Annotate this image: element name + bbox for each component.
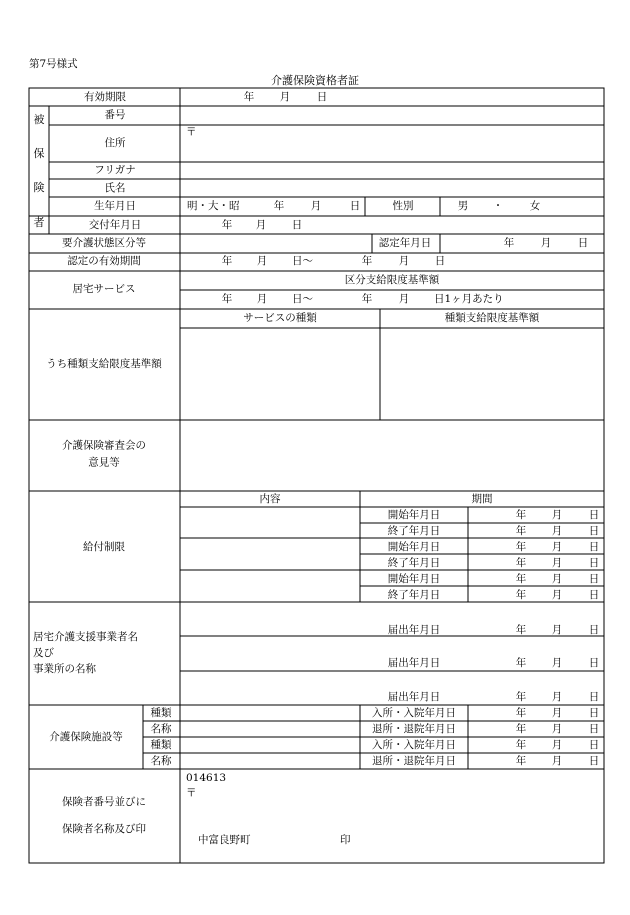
name-label: 氏名 xyxy=(104,182,126,194)
service-type-column-header: サービスの種類 xyxy=(243,312,317,324)
benefit-row-1-day-unit: 日 xyxy=(588,509,600,521)
notify-date-3-month-unit: 月 xyxy=(551,691,563,703)
benefit-row-1-label: 開始年月日 xyxy=(387,509,441,521)
certified-year-unit: 年 xyxy=(503,237,515,249)
benefit-row-1-year-unit: 年 xyxy=(515,509,527,521)
notify-date-2-label: 届出年月日 xyxy=(387,657,441,669)
form-number: 第7号様式 xyxy=(29,58,78,70)
home-end-year-unit: 年 xyxy=(361,293,373,305)
benefit-limit-label: 給付制限 xyxy=(83,541,125,553)
cert-start-month-unit: 月 xyxy=(256,255,268,267)
benefit-period-column-header: 期間 xyxy=(471,493,493,505)
facility-row-4-sub-label: 名称 xyxy=(150,755,172,767)
council-label-line1: 介護保険審査会の xyxy=(62,439,146,452)
benefit-row-6-year-unit: 年 xyxy=(515,589,527,601)
insured-side-label-3: 険 xyxy=(33,181,45,194)
insured-side-label-1: 被 xyxy=(33,113,45,126)
insurer-number: 014613 xyxy=(186,772,227,784)
benefit-row-4-year-unit: 年 xyxy=(515,557,527,569)
facility-row-3-year-unit: 年 xyxy=(515,739,527,751)
validity-year-unit: 年 xyxy=(243,91,255,103)
home-service-label: 居宅サービス xyxy=(72,283,136,295)
facility-row-2-month-unit: 月 xyxy=(551,723,563,735)
sex-male: 男 xyxy=(457,200,469,212)
facility-row-2-sub-label: 名称 xyxy=(150,723,172,735)
home-start-day-tilde: 日〜 xyxy=(292,293,313,305)
cert-end-day-unit: 日 xyxy=(434,255,446,267)
notify-date-2-month-unit: 月 xyxy=(551,657,563,669)
home-start-month-unit: 月 xyxy=(256,293,268,305)
facility-row-1-sub-label: 種類 xyxy=(150,707,172,719)
notify-date-3-year-unit: 年 xyxy=(515,691,527,703)
care-manager-label-line1: 居宅介護支援事業者名 xyxy=(33,631,138,643)
address-label: 住所 xyxy=(104,137,126,149)
issue-month-unit: 月 xyxy=(255,219,267,231)
notify-date-3-day-unit: 日 xyxy=(588,691,600,703)
notify-date-3-label: 届出年月日 xyxy=(387,691,441,703)
benefit-row-5-year-unit: 年 xyxy=(515,573,527,585)
home-end-month-unit: 月 xyxy=(398,293,410,305)
benefit-row-4-day-unit: 日 xyxy=(588,557,600,569)
cert-end-month-unit: 月 xyxy=(398,255,410,267)
validity-month-unit: 月 xyxy=(279,91,291,103)
notify-date-1-month-unit: 月 xyxy=(551,624,563,636)
home-start-year-unit: 年 xyxy=(221,293,233,305)
benefit-row-5-day-unit: 日 xyxy=(588,573,600,585)
era-options: 明・大・昭 xyxy=(187,200,240,212)
address-postal-mark: 〒 xyxy=(186,126,197,138)
sex-separator: ・ xyxy=(492,200,504,212)
insurer-postal-mark: 〒 xyxy=(186,787,197,799)
facility-row-3-sub-label: 種類 xyxy=(150,739,172,751)
facility-label: 介護保険施設等 xyxy=(49,731,123,743)
benefit-row-3-month-unit: 月 xyxy=(551,541,563,553)
validity-label: 有効期限 xyxy=(84,91,126,103)
notify-date-1-day-unit: 日 xyxy=(588,624,600,636)
care-level-label: 要介護状態区分等 xyxy=(62,237,146,249)
category-limit-label: 区分支給限度基準額 xyxy=(344,274,440,286)
facility-row-3-day-unit: 日 xyxy=(588,739,600,751)
benefit-row-6-label: 終了年月日 xyxy=(387,589,441,601)
notify-date-1-year-unit: 年 xyxy=(515,624,527,636)
issue-date-label: 交付年月日 xyxy=(88,219,142,231)
cert-start-day-tilde: 日〜 xyxy=(292,255,313,267)
issue-year-unit: 年 xyxy=(221,219,233,231)
council-label-line2: 意見等 xyxy=(88,457,120,469)
facility-row-4-day-unit: 日 xyxy=(588,755,600,767)
benefit-row-6-month-unit: 月 xyxy=(551,589,563,601)
benefit-row-3-label: 開始年月日 xyxy=(387,541,441,553)
cert-end-year-unit: 年 xyxy=(361,255,373,267)
furigana-label: フリガナ xyxy=(94,164,136,176)
sex-female: 女 xyxy=(529,200,541,212)
care-manager-label-line3: 事業所の名称 xyxy=(33,663,96,675)
facility-row-2-day-unit: 日 xyxy=(588,723,600,735)
facility-row-2-event-label: 退所・退院年月日 xyxy=(372,723,456,735)
certified-day-unit: 日 xyxy=(577,237,589,249)
notify-date-2-day-unit: 日 xyxy=(588,657,600,669)
facility-row-1-month-unit: 月 xyxy=(551,707,563,719)
benefit-row-1-month-unit: 月 xyxy=(551,509,563,521)
benefit-content-column-header: 内容 xyxy=(259,493,281,505)
notify-date-1-label: 届出年月日 xyxy=(387,624,441,636)
insured-number-label: 番号 xyxy=(104,109,126,121)
insurer-label-line2: 保険者名称及び印 xyxy=(62,823,146,835)
validity-day-unit: 日 xyxy=(316,91,328,103)
council-opinion-label xyxy=(62,438,146,473)
birth-year-unit: 年 xyxy=(273,200,285,212)
type-limit-amount-column-header: 種類支給限度基準額 xyxy=(444,312,540,324)
care-manager-label-line2: 及び xyxy=(33,647,54,659)
benefit-row-2-month-unit: 月 xyxy=(551,525,563,537)
per-month-text: 日1ヶ月あたり xyxy=(434,293,504,305)
form-title: 介護保険資格者証 xyxy=(271,74,359,87)
certified-date-label: 認定年月日 xyxy=(378,237,432,249)
benefit-row-3-day-unit: 日 xyxy=(588,541,600,553)
benefit-row-6-day-unit: 日 xyxy=(588,589,600,601)
benefit-row-4-month-unit: 月 xyxy=(551,557,563,569)
benefit-row-3-year-unit: 年 xyxy=(515,541,527,553)
facility-row-4-year-unit: 年 xyxy=(515,755,527,767)
insurer-seal-mark: 印 xyxy=(340,834,351,846)
benefit-row-4-label: 終了年月日 xyxy=(387,557,441,569)
certified-month-unit: 月 xyxy=(540,237,552,249)
insured-side-label-2: 保 xyxy=(33,147,45,160)
facility-row-3-event-label: 入所・入院年月日 xyxy=(372,739,456,751)
facility-row-3-month-unit: 月 xyxy=(551,739,563,751)
facility-row-4-event-label: 退所・退院年月日 xyxy=(372,755,456,767)
benefit-row-2-label: 終了年月日 xyxy=(387,525,441,537)
issue-day-unit: 日 xyxy=(291,219,303,231)
birth-month-unit: 月 xyxy=(310,200,322,212)
notify-date-2-year-unit: 年 xyxy=(515,657,527,669)
sex-label: 性別 xyxy=(392,200,414,212)
insurer-label-line1: 保険者番号並びに xyxy=(62,796,146,808)
benefit-row-2-day-unit: 日 xyxy=(588,525,600,537)
insurer-name: 中富良野町 xyxy=(198,834,251,846)
facility-row-4-month-unit: 月 xyxy=(551,755,563,767)
cert-start-year-unit: 年 xyxy=(221,255,233,267)
benefit-row-2-year-unit: 年 xyxy=(515,525,527,537)
facility-row-1-event-label: 入所・入院年月日 xyxy=(372,707,456,719)
facility-row-2-year-unit: 年 xyxy=(515,723,527,735)
cert-period-label: 認定の有効期間 xyxy=(67,255,141,267)
insured-side-label-4: 者 xyxy=(33,216,45,229)
facility-row-1-day-unit: 日 xyxy=(588,707,600,719)
benefit-row-5-label: 開始年月日 xyxy=(387,573,441,585)
facility-row-1-year-unit: 年 xyxy=(515,707,527,719)
benefit-row-5-month-unit: 月 xyxy=(551,573,563,585)
birth-date-label: 生年月日 xyxy=(94,200,136,212)
type-limit-label: うち種類支給限度基準額 xyxy=(46,358,162,370)
birth-day-unit: 日 xyxy=(349,200,361,212)
